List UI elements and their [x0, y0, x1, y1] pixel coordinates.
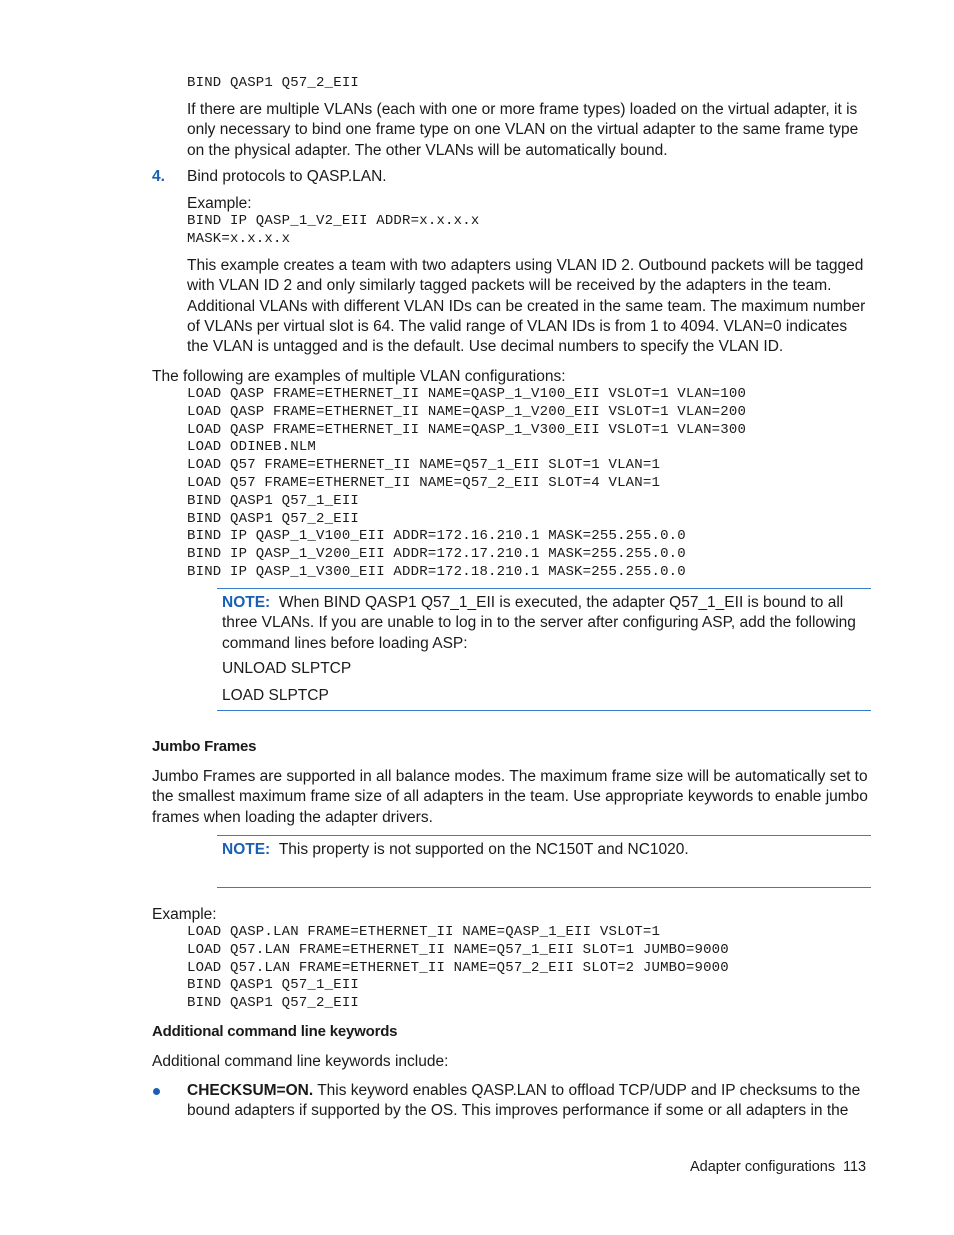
code-block-bind-ip	[187, 213, 479, 249]
note-vlan-binding	[222, 593, 856, 654]
code-line: LOAD Q57.LAN FRAME=ETHERNET_II NAME=Q57_2_EII SLOT=2 JUMBO=9000	[187, 959, 729, 976]
paragraph-line: the smallest maximum frame size of all adapters in the team. Use appropriate keywords to enable jumbo	[152, 788, 868, 806]
example-label: Example:	[152, 906, 217, 923]
code-line: MASK=x.x.x.x	[187, 230, 291, 247]
note-top-rule	[217, 588, 871, 589]
code-line: BIND IP QASP_1_V100_EII ADDR=172.16.210.1 MASK=255.255.0.0	[187, 528, 686, 545]
note-command-load: LOAD SLPTCP	[222, 687, 329, 704]
note-bottom-rule	[217, 710, 871, 711]
code-block-jumbo	[187, 924, 729, 1013]
step-text: Bind protocols to QASP.LAN.	[187, 168, 387, 185]
paragraph-line: only necessary to bind one frame type on one VLAN on the virtual adapter to the same frame type	[187, 121, 859, 139]
section-heading-jumbo-frames: Jumbo Frames	[152, 738, 257, 755]
code-line: LOAD ODINEB.NLM	[187, 439, 317, 456]
page-number: 113	[843, 1159, 867, 1175]
code-line: BIND QASP1 Q57_2_EII	[187, 510, 360, 527]
additional-keywords-intro: Additional command line keywords include:	[152, 1053, 449, 1070]
code-line: LOAD QASP FRAME=ETHERNET_II NAME=QASP_1_V100_EII VSLOT=1 VLAN=100	[187, 386, 747, 402]
bullet-checksum	[187, 1081, 860, 1122]
paragraph-line: with VLAN ID 2 and only similarly tagged packets will be received by the adapters in the team.	[187, 277, 832, 295]
paragraph-line: Additional VLANs with different VLAN IDs can be created in the same team. The maximum number	[187, 297, 866, 315]
paragraph-line: If there are multiple VLANs (each with one or more frame types) loaded on the virtual adapter, it is	[187, 101, 858, 118]
bullet-icon	[153, 1088, 160, 1095]
multi-vlan-intro: The following are examples of multiple VLAN configurations:	[152, 368, 566, 385]
code-line: BIND IP QASP_1_V200_EII ADDR=172.17.210.1 MASK=255.255.0.0	[187, 546, 686, 563]
note-text-line: command lines before loading ASP:	[222, 634, 468, 652]
code-line: BIND QASP1 Q57_2_EII	[187, 995, 360, 1012]
paragraph-line: of VLANs per virtual slot is 64. The valid range of VLAN IDs is from 1 to 4094. VLAN=0 indicates	[187, 317, 848, 335]
code-bind-qasp1-top: BIND QASP1 Q57_2_EII	[187, 75, 360, 91]
footer-section-title: Adapter configurations	[690, 1159, 836, 1175]
paragraph-line: on the physical adapter. The other VLANs will be automatically bound.	[187, 141, 668, 159]
note-unsupported	[222, 840, 689, 860]
paragraph-multiple-vlans	[187, 100, 858, 161]
code-line: BIND QASP1 Q57_1_EII	[187, 492, 360, 509]
code-block-multi-vlan	[187, 386, 746, 582]
code-line: LOAD Q57 FRAME=ETHERNET_II NAME=Q57_1_EII SLOT=1 VLAN=1	[187, 457, 661, 474]
note-command-unload: UNLOAD SLPTCP	[222, 660, 352, 677]
note-text-line: three VLANs. If you are unable to log in to the server after configuring ASP, add the following	[222, 614, 856, 632]
paragraph-line: This example creates a team with two adapters using VLAN ID 2. Outbound packets will be tagged	[187, 257, 864, 274]
paragraph-line: the VLAN is untagged and is the default. Use decimal numbers to specify the VLAN ID.	[187, 338, 784, 356]
bullet-text-line: This keyword enables QASP.LAN to offload TCP/UDP and IP checksums to the	[313, 1082, 861, 1099]
bullet-text-line: bound adapters if supported by the OS. This improves performance if some or all adapters in the	[187, 1102, 849, 1120]
step-number: 4.	[152, 168, 165, 185]
code-line: LOAD QASP.LAN FRAME=ETHERNET_II NAME=QASP_1_EII VSLOT=1	[187, 924, 661, 940]
section-heading-additional-keywords: Additional command line keywords	[152, 1023, 398, 1040]
keyword-checksum: CHECKSUM=ON.	[187, 1082, 314, 1099]
code-line: LOAD Q57 FRAME=ETHERNET_II NAME=Q57_2_EII SLOT=4 VLAN=1	[187, 474, 661, 491]
code-line: BIND IP QASP_1_V2_EII ADDR=x.x.x.x	[187, 213, 480, 229]
note-text-line: When BIND QASP1 Q57_1_EII is executed, the adapter Q57_1_EII is bound to all	[278, 594, 844, 611]
code-line: BIND QASP1 Q57_1_EII	[187, 977, 360, 994]
paragraph-line: Jumbo Frames are supported in all balance modes. The maximum frame size will be automatically set to	[152, 768, 868, 785]
paragraph-team-vlan	[187, 256, 865, 357]
note-bottom-rule	[217, 887, 871, 888]
code-line: LOAD QASP FRAME=ETHERNET_II NAME=QASP_1_V200_EII VSLOT=1 VLAN=200	[187, 403, 747, 420]
note-top-rule	[217, 835, 871, 836]
code-line: LOAD QASP FRAME=ETHERNET_II NAME=QASP_1_V300_EII VSLOT=1 VLAN=300	[187, 421, 747, 438]
example-label: Example:	[187, 195, 252, 212]
paragraph-line: frames when loading the adapter drivers.	[152, 808, 433, 826]
code-line: BIND IP QASP_1_V300_EII ADDR=172.18.210.1 MASK=255.255.0.0	[187, 563, 686, 580]
note-label: NOTE:	[222, 594, 271, 611]
code-line: LOAD Q57.LAN FRAME=ETHERNET_II NAME=Q57_1_EII SLOT=1 JUMBO=9000	[187, 941, 729, 958]
note-label: NOTE:	[222, 841, 271, 858]
note-text: This property is not supported on the NC150T and NC1020.	[278, 841, 689, 858]
paragraph-jumbo-frames	[152, 767, 868, 828]
